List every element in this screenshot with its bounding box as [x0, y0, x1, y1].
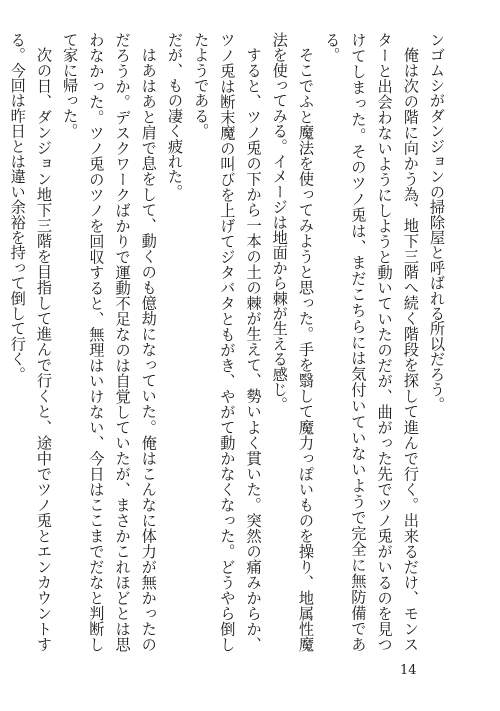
- paragraph: 次の日、ダンジョン地下三階を目指して進んで行くと、途中でツノ兎とエンカウントする。今回は昨日とは違い余裕を持って倒して行く。: [8, 32, 53, 652]
- paragraph: [0, 32, 5, 652]
- paragraph: すると、ツノ兎の下から一本の土の棘が生えて、勢いよく貫いた。突然の痛みからか、ツノ兎は断末魔の叫びを上げてジタバタともがき、やがて動かなくなった。どうやら倒したようである。: [192, 32, 263, 652]
- paragraph: 俺は次の階に向かう為、地下三階へ続く階段を探して進んで行く。出来るだけ、モンスターと出会わないようにしようと動いていたのだが、曲がった先でツノ兎がいるのを見つけてしまった。そのツノ兎は、まだこちらには気付いていないようで完全に無防備である。: [323, 32, 420, 652]
- paragraph: そこでふと魔法を使ってみようと思った。手を翳して魔力っぽいものを操り、地属性魔法を使ってみる。イメージは地面から棘が生える感じ。: [270, 32, 315, 652]
- paragraph: ンゴムシがダンジョンの掃除屋と呼ばれる所以だろう。: [428, 32, 446, 412]
- paragraph: だが、もの凄く疲れた。: [165, 32, 184, 200]
- paragraph: はあはあと肩で息をして、動くのも億劫になっていた。俺はこんなに体力が無かったのだろうか。デスクワークばかりで運動不足なのは自覚していたが、まさかこれほどとは思わなかった。ツノ兎のツノを回収すると、無理はいけない、今日はここまでだなと判断して家に帰った。: [61, 32, 158, 652]
- page-number: 14: [400, 663, 417, 678]
- vertical-body-text: [0, 32, 450, 652]
